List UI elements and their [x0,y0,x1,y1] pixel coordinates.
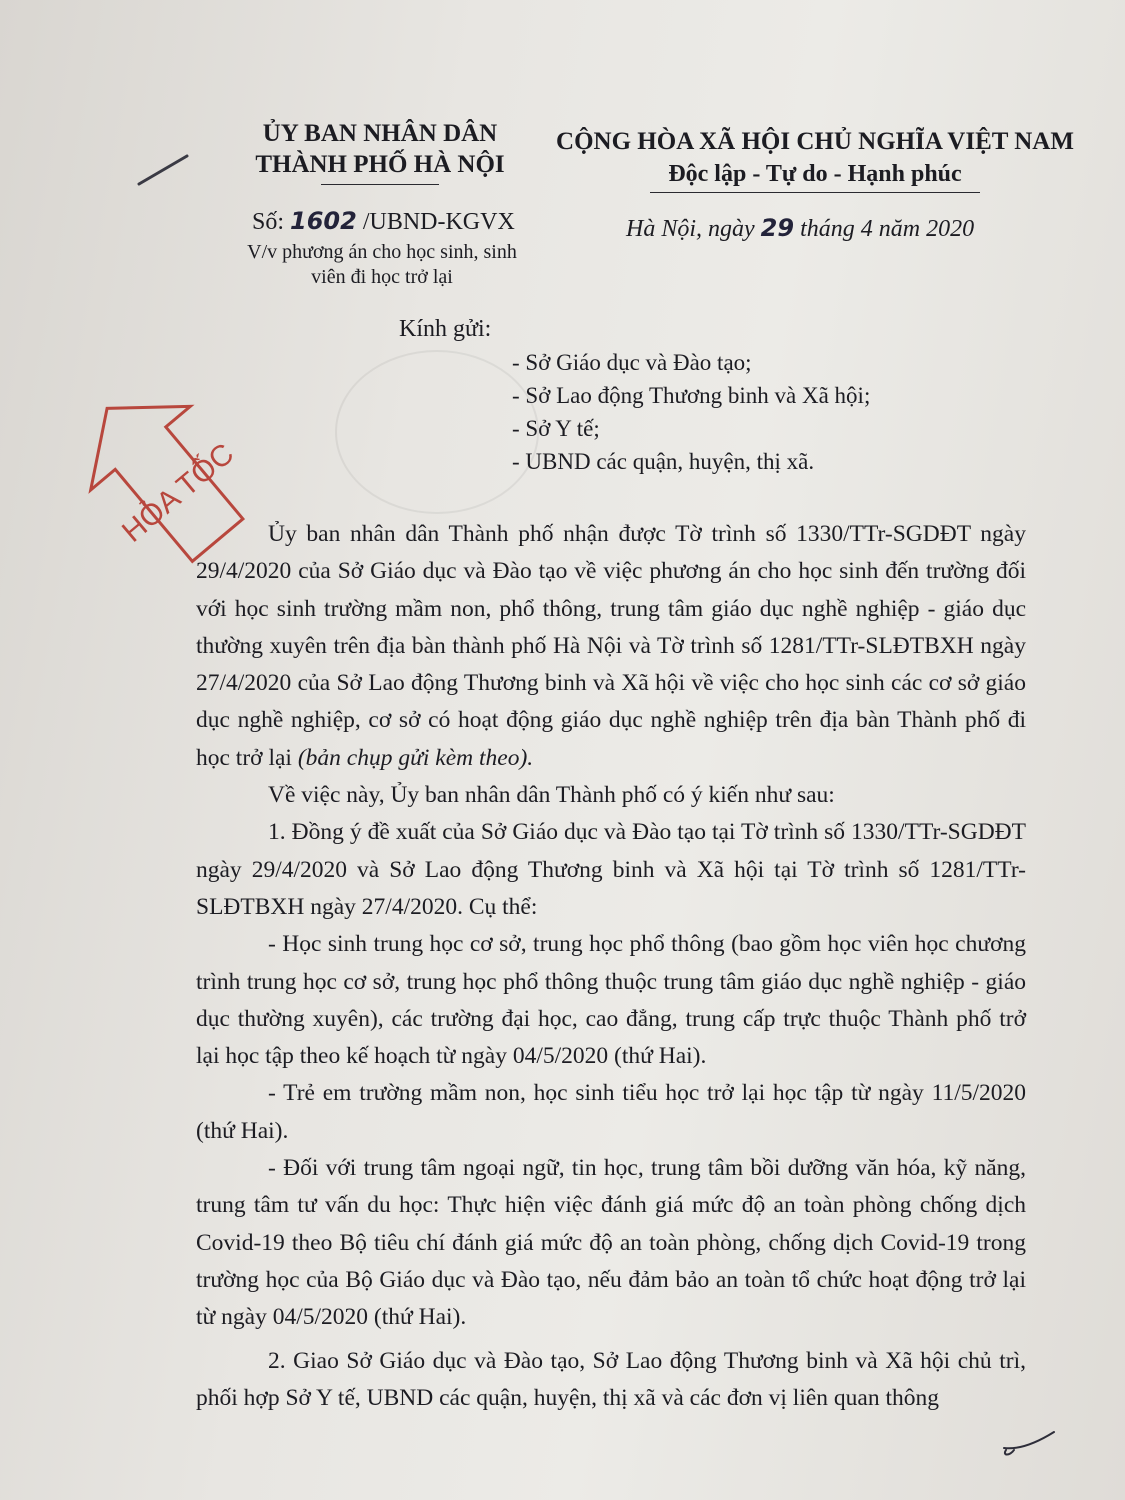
body-paragraph: - Đối với trung tâm ngoại ngữ, tin học, trung tâm bồi dưỡng văn hóa, kỹ năng, trung tâm tư vấn du học: Thực hiện việc đánh giá mức độ an toàn phòng chống dịch Covid-19 theo Bộ tiêu chí đánh giá mức độ an toàn phòng, chống dịch Covid-19 trong trường học của Bộ Giáo dục và Đào tạo, nếu đảm bảo an toàn tổ chức hoạt động trở lại từ ngày 04/5/2020 (thứ Hai). [196,1155,1026,1331]
document-number [252,207,515,236]
recipient-item: - UBND các quận, huyện, thị xã. [512,449,815,474]
body-paragraph-text: Ủy ban nhân dân Thành phố nhận được Tờ trình số 1330/TTr-SGDĐT ngày 29/4/2020 của Sở Giáo dục và Đào tạo về việc phương án cho học sinh đến trường đối với học sinh trường mầm non, phổ thông, trung tâm giáo dục nghề nghiệp - giáo dục thường xuyên trên địa bàn thành phố Hà Nội và Tờ trình số 1281/TTr-SLĐTBXH ngày 27/4/2020 của Sở Lao động Thương binh và Xã hội về việc cho học sinh các cơ sở giáo dục nghề nghiệp, cơ sở có hoạt động giáo dục nghề nghiệp trên địa bàn Thành phố đi học trở lại [196,521,1026,771]
recipient-item: - Sở Giáo dục và Đào tạo; [512,350,752,375]
place-text: Hà Nội, ngày [626,216,755,242]
agency-underline [321,184,439,185]
body-paragraph: Về việc này, Ủy ban nhân dân Thành phố có ý kiến như sau: [268,782,835,809]
body-paragraph: - Trẻ em trường mầm non, học sinh tiểu học trở lại học tập từ ngày 11/5/2020 (thứ Hai). [196,1080,1026,1144]
faint-seal-imprint [335,350,539,514]
recipient-list [512,346,870,478]
doc-number-suffix: /UBND-KGVX [362,209,515,235]
agency-line-1: ỦY BAN NHÂN DÂN [262,120,498,147]
body-paragraph-note: (bản chụp gửi kèm theo). [297,744,534,771]
national-header [545,126,1085,193]
date-rest: tháng 4 năm 2020 [800,216,975,242]
greeting: Kính gửi: [399,316,492,342]
nation-title: CỘNG HÒA XÃ HỘI CHỦ NGHĨA VIỆT NAM [556,128,1074,155]
pen-curl-mark [1000,1420,1060,1460]
body-paragraph [196,516,1026,777]
handwritten-day: 29 [760,214,795,242]
motto-underline [650,192,980,193]
recipient-item: - Sở Y tế; [512,416,600,441]
document-body [196,516,1026,1417]
body-paragraph: 1. Đồng ý đề xuất của Sở Giáo dục và Đào tạo tại Tờ trình số 1330/TTr-SGDĐT ngày 29/4/2020 và Sở Lao động Thương binh và Xã hội tại Tờ trình số 1281/TTr-SLĐTBXH ngày 27/4/2020. Cụ thể: [196,819,1026,920]
document-subject: V/v phương án cho học sinh, sinh viên đi học trở lại [247,241,517,288]
pen-stroke-mark [135,150,195,190]
national-motto: Độc lập - Tự do - Hạnh phúc [668,161,962,187]
stamp-text: HỎA TỐC [115,437,241,549]
recipient-item: - Sở Lao động Thương binh và Xã hội; [512,383,871,408]
body-paragraph: - Học sinh trung học cơ sở, trung học phổ thông (bao gồm học viên học chương trình trung học cơ sở, trung học phổ thông thuộc trung tâm giáo dục nghề nghiệp - giáo dục thường xuyên), các trường đại học, cao đẳng, trung cấp trực thuộc Thành phố trở lại học tập theo kế hoạch từ ngày 04/5/2020 (thứ Hai). [196,931,1026,1070]
agency-line-2: THÀNH PHỐ HÀ NỘI [255,151,505,178]
body-paragraph: 2. Giao Sở Giáo dục và Đào tạo, Sở Lao động Thương binh và Xã hội chủ trì, phối hợp Sở Y tế, UBND các quận, huyện, thị xã và các đơn vị liên quan thông [196,1347,1026,1411]
doc-number-handwritten: 1602 [290,207,357,235]
place-and-date [626,214,974,243]
doc-number-prefix: Số: [252,209,285,235]
issuing-agency [215,118,545,185]
